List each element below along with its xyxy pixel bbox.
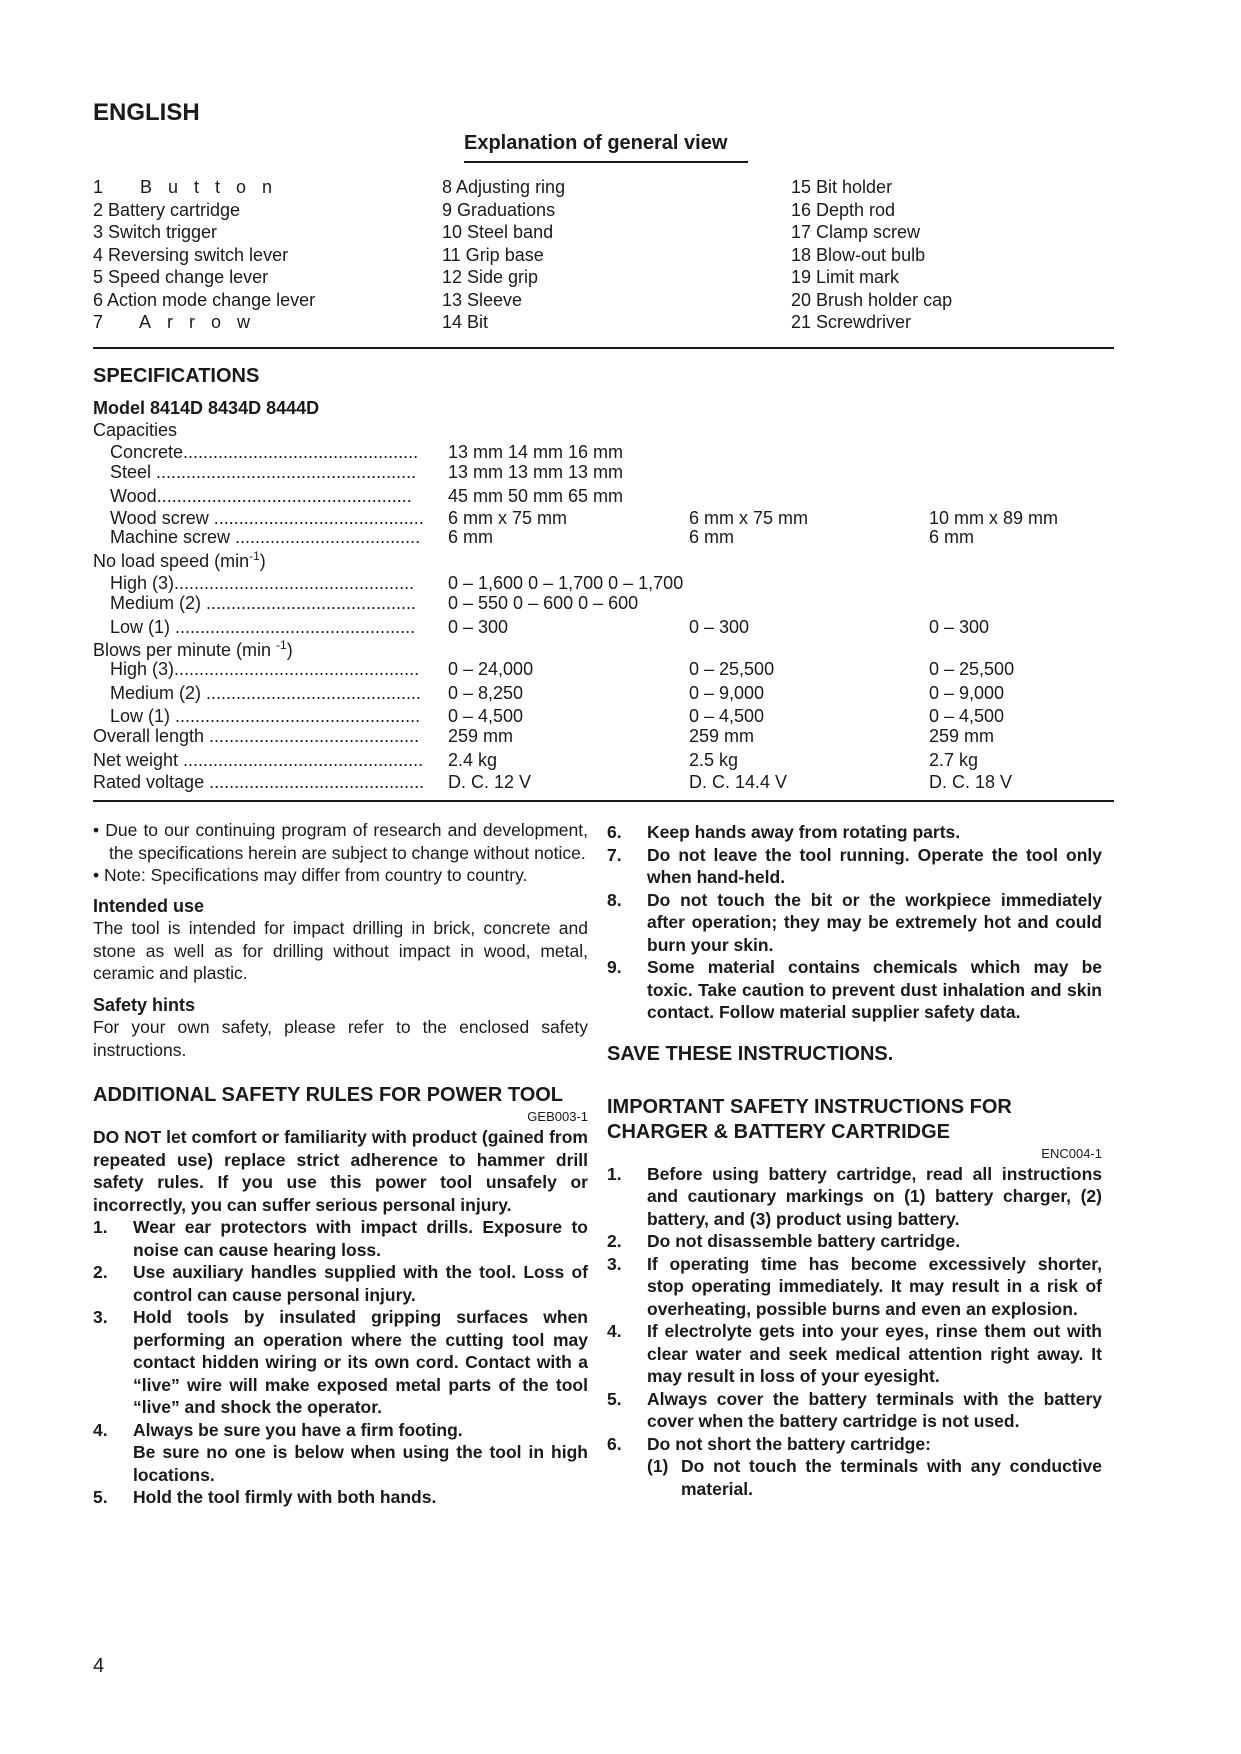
spec-value: 6 mm <box>929 527 974 547</box>
legend-column-3 <box>791 176 952 334</box>
rule-item <box>607 821 1102 844</box>
spec-capacities <box>93 420 1114 442</box>
legend-item: 17 Clamp screw <box>791 222 921 242</box>
spec-value: 259 mm <box>929 726 995 746</box>
item-text: Wear ear protectors with impact drills. Exposure to noise can cause hearing loss. <box>133 1217 588 1260</box>
item-text: Always cover the battery terminals with the battery cover when the battery cartridge is not used. <box>647 1388 1102 1431</box>
item-number: 4. <box>93 1419 108 1440</box>
section-divider <box>93 347 1114 349</box>
spec-value: 0 – 300 <box>929 617 990 637</box>
spec-label: Machine screw ..................................... <box>110 527 421 547</box>
spec-label: Low (1) ................................................ <box>110 617 416 637</box>
spec-value: 6 mm x 75 mm <box>689 508 809 528</box>
superscript: -1 <box>276 640 287 652</box>
item-text: Some material contains chemicals which may be toxic. Take caution to prevent dust inhalation and skin contact. Follow material supplier safety data. <box>647 957 1102 1022</box>
spec-label: Low (1) ................................................. <box>110 706 421 726</box>
rule-item <box>93 1306 588 1419</box>
charger-item <box>607 1433 1102 1456</box>
spec-nl-medium <box>93 593 1114 615</box>
spec-label <box>93 551 445 572</box>
item-text <box>133 1419 588 1487</box>
legend-column-1 <box>93 176 315 334</box>
intended-use-heading: Intended use <box>93 895 205 916</box>
spec-value: 10 mm x 89 mm <box>929 508 1059 528</box>
legend-item: 11 Grip base <box>442 244 544 265</box>
charger-item <box>607 1253 1102 1321</box>
item-text: Hold the tool firmly with both hands. <box>133 1487 437 1507</box>
intended-use-text: The tool is intended for impact drilling in brick, concrete and stone as well as for drilling without impact in wood, metal, ceramic and plastic. <box>93 918 588 983</box>
item-text: Hold tools by insulated gripping surfaces when performing an operation where the cutting tool may contact hidden wiring or its own cord. Contact with a “live” wire will make exposed metal parts of the tool “live” and shock the operator. <box>133 1307 588 1417</box>
charger-item <box>607 1388 1102 1433</box>
spec-bl-high <box>93 659 1114 681</box>
spec-nl-low <box>93 617 1114 639</box>
spec-value: 6 mm <box>689 527 734 547</box>
item-text: Use auxiliary handles supplied with the tool. Loss of control can cause personal injury. <box>133 1262 588 1305</box>
spec-label: High (3)................................................. <box>110 659 420 679</box>
legend-item: 21 Screwdriver <box>791 312 912 332</box>
spec-value: 0 – 24,000 <box>448 659 534 679</box>
model-line: Model 8414D 8434D 8444D <box>93 398 320 418</box>
spec-value: 2.7 kg <box>929 750 979 770</box>
note-bullet: • Note: Specifications may differ from country to country. <box>93 865 528 885</box>
rule-item <box>607 844 1102 889</box>
item-text: Before using battery cartridge, read all instructions and cautionary markings on (1) battery charger, (2) battery, and (3) product using battery. <box>647 1163 1102 1229</box>
spec-label-text: Blows per minute (min <box>93 640 277 660</box>
legend-item: 1 Button <box>93 177 289 197</box>
item-text: If electrolyte gets into your eyes, rinse them out with clear water and seek medical attention right away. It may result in loss of your eyesight. <box>647 1321 1102 1386</box>
spec-nl-high <box>93 573 1114 595</box>
spec-bl-medium <box>93 683 1114 705</box>
item-number: 3. <box>607 1253 622 1274</box>
legend-item: 2 Battery cartridge <box>93 199 241 220</box>
spec-value: 0 – 25,500 <box>689 659 775 679</box>
note-bullet: • Due to our continuing program of research and development, the specifications herein are subject to change without notice. <box>93 820 588 863</box>
item-number: 1. <box>93 1217 108 1237</box>
spec-bl-low <box>93 706 1114 728</box>
item-number: 2. <box>607 1231 622 1251</box>
rule-item <box>607 956 1102 1024</box>
spec-value: 0 – 4,500 <box>448 706 524 726</box>
language-heading: ENGLISH <box>93 99 200 126</box>
spec-label: Wood................................................... <box>110 486 412 506</box>
spec-value: 0 – 1,600 0 – 1,700 0 – 1,700 <box>448 573 684 593</box>
spec-label: Concrete............................................... <box>110 442 419 462</box>
spec-value: 13 mm 14 mm 16 mm <box>448 442 624 462</box>
title-underline <box>464 161 748 163</box>
item-number: 5. <box>93 1487 108 1507</box>
item-number: 4. <box>607 1321 622 1341</box>
spec-label <box>93 640 445 661</box>
item-text: If operating time has become excessively shorter, stop operating immediately. It may result in a risk of overheating, possible burns and even an explosion. <box>647 1253 1102 1319</box>
spec-value: 0 – 300 <box>448 617 509 637</box>
spec-value: 2.5 kg <box>689 750 739 770</box>
safety-hints-text: For your own safety, please refer to the enclosed safety instructions. <box>93 1017 588 1060</box>
spec-label: Overall length .......................................... <box>93 726 420 746</box>
spec-value: 6 mm x 75 mm <box>448 508 568 528</box>
spec-value: 13 mm 13 mm 13 mm <box>448 462 624 482</box>
spec-no-load-speed <box>93 551 1114 573</box>
superscript: -1 <box>249 551 260 563</box>
spec-value: 45 mm 50 mm 65 mm <box>448 486 624 506</box>
item-text-line: Always be sure you have a firm footing. <box>133 1419 463 1440</box>
spec-value: 2.4 kg <box>448 750 498 770</box>
legend-item: 12 Side grip <box>442 267 539 287</box>
save-instructions-heading: SAVE THESE INSTRUCTIONS. <box>607 1042 894 1065</box>
spec-value: 0 – 550 0 – 600 0 – 600 <box>448 593 639 613</box>
explanation-title: Explanation of general view <box>464 132 728 154</box>
spec-value: 259 mm <box>448 726 514 746</box>
spec-label: Rated voltage ........................................... <box>93 772 425 792</box>
item-text: Keep hands away from rotating parts. <box>647 822 961 842</box>
legend-item: 10 Steel band <box>442 222 554 242</box>
spec-value: 0 – 4,500 <box>689 706 765 726</box>
left-column <box>93 819 588 1509</box>
spec-rated-voltage <box>93 772 1114 794</box>
item-text: Do not short the battery cartridge: <box>647 1433 931 1454</box>
safety-hints-heading: Safety hints <box>93 994 196 1015</box>
additional-rules-intro: DO NOT let comfort or familiarity with product (gained from repeated use) replace strict adherence to hammer drill safety rules. If you use this power tool unsafely or incorrectly, you can suffer serious personal injury. <box>93 1127 588 1215</box>
legend-item: 18 Blow-out bulb <box>791 244 926 265</box>
spec-value: D. C. 18 V <box>929 772 1013 792</box>
item-number: 7. <box>607 844 622 865</box>
item-text: Do not touch the terminals with any conductive material. <box>681 1456 1102 1499</box>
spec-value: 0 – 300 <box>689 617 750 637</box>
item-number: (1) <box>647 1456 669 1476</box>
spec-label-close: ) <box>286 640 293 660</box>
legend-item: 7 Arrow <box>93 312 267 332</box>
page-number: 4 <box>93 1655 105 1677</box>
legend-item: 16 Depth rod <box>791 199 896 220</box>
item-number: 6. <box>607 822 622 842</box>
item-text: Do not disassemble battery cartridge. <box>647 1231 961 1251</box>
item-text: Do not touch the bit or the workpiece immediately after operation; they may be extremely hot and could burn your skin. <box>647 889 1102 955</box>
legend-item: 13 Sleeve <box>442 289 523 310</box>
additional-rules-heading: ADDITIONAL SAFETY RULES FOR POWER TOOL <box>93 1084 564 1106</box>
spec-label: Capacities <box>93 420 178 440</box>
legend-item: 14 Bit <box>442 312 489 332</box>
charger-item <box>607 1320 1102 1388</box>
spec-concrete <box>93 442 1114 464</box>
rule-item <box>607 889 1102 957</box>
legend-item: 9 Graduations <box>442 199 556 220</box>
rule-item <box>93 1419 588 1487</box>
spec-overall-length <box>93 726 1114 748</box>
item-text-line: Be sure no one is below when using the tool in high locations. <box>133 1442 588 1485</box>
legend-item: 3 Switch trigger <box>93 222 218 242</box>
spec-wood <box>93 486 1114 508</box>
legend-item: 5 Speed change lever <box>93 267 269 287</box>
charger-safety-heading: IMPORTANT SAFETY INSTRUCTIONS FOR CHARGER & BATTERY CARTRIDGE <box>607 1095 1012 1143</box>
rule-item <box>93 1261 588 1306</box>
spec-value: 0 – 4,500 <box>929 706 1005 726</box>
item-number: 9. <box>607 957 622 977</box>
charger-subitem <box>607 1455 1102 1500</box>
specifications-heading: SPECIFICATIONS <box>93 365 260 387</box>
spec-label-close: ) <box>259 551 266 571</box>
spec-value: 0 – 9,000 <box>689 683 765 703</box>
spec-label: High (3)................................................ <box>110 573 415 593</box>
spec-label: Steel .................................................... <box>110 462 417 482</box>
charger-item <box>607 1230 1102 1253</box>
legend-item: 19 Limit mark <box>791 267 900 287</box>
document-code: ENC004-1 <box>1041 1145 1102 1161</box>
right-column <box>607 821 1102 1500</box>
rule-item <box>93 1216 588 1261</box>
item-text: Do not leave the tool running. Operate the tool only when hand-held. <box>647 844 1102 887</box>
legend-column-2 <box>442 176 565 334</box>
item-number: 1. <box>607 1163 622 1184</box>
document-code: GEB003-1 <box>527 1109 588 1124</box>
spec-net-weight <box>93 750 1114 772</box>
spec-value: 0 – 8,250 <box>448 683 524 703</box>
item-number: 2. <box>93 1262 108 1282</box>
spec-label: Medium (2) .......................................... <box>110 593 417 613</box>
rule-item <box>93 1486 588 1509</box>
legend-item: 15 Bit holder <box>791 177 893 197</box>
spec-steel <box>93 462 1114 484</box>
spec-machine-screw <box>93 527 1114 549</box>
spec-label-text: No load speed (min <box>93 551 250 571</box>
spec-value: D. C. 12 V <box>448 772 532 792</box>
spec-value: 0 – 9,000 <box>929 683 1005 703</box>
spec-label: Wood screw .......................................... <box>110 508 424 528</box>
section-divider <box>93 800 1114 802</box>
spec-label: Medium (2) ........................................... <box>110 683 422 703</box>
spec-value: 259 mm <box>689 726 755 746</box>
item-number: 8. <box>607 889 622 910</box>
legend-item: 6 Action mode change lever <box>93 289 316 310</box>
charger-item <box>607 1163 1102 1231</box>
item-number: 5. <box>607 1388 622 1409</box>
spec-label: Net weight ................................................ <box>93 750 424 770</box>
spec-value: 6 mm <box>448 527 493 547</box>
spec-value: 0 – 25,500 <box>929 659 1015 679</box>
spec-value: D. C. 14.4 V <box>689 772 788 792</box>
legend-item: 8 Adjusting ring <box>442 177 566 197</box>
legend-item: 4 Reversing switch lever <box>93 244 289 265</box>
legend-item: 20 Brush holder cap <box>791 289 953 310</box>
item-number: 6. <box>607 1433 622 1454</box>
item-number: 3. <box>93 1307 108 1327</box>
